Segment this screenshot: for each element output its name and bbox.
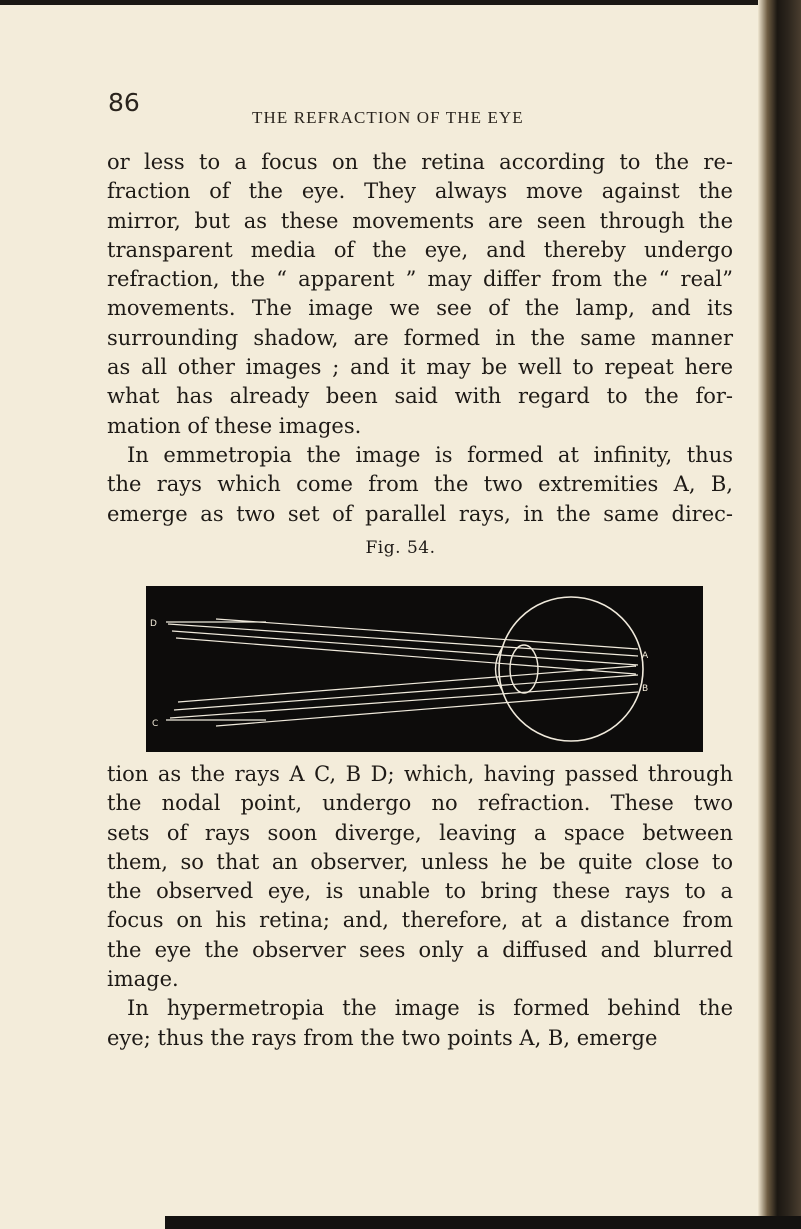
scan-bottom-edge	[165, 1216, 801, 1229]
text-line: as all other images ; and it may be well to repeat here	[107, 355, 733, 380]
figure-54-eye-diagram	[146, 586, 703, 752]
text-line: In hypermetropia the image is formed behind the	[127, 996, 733, 1021]
text-line: them, so that an observer, unless he be quite close to	[107, 849, 733, 874]
text-line: sets of rays soon diverge, leaving a space between	[107, 820, 733, 845]
scan-top-edge	[0, 0, 801, 5]
text-line: mation of these images.	[107, 413, 362, 438]
text-line: image.	[107, 967, 179, 992]
text-line: the eye the observer sees only a diffused and blurred	[107, 937, 733, 962]
text-line: or less to a focus on the retina according to the re-	[107, 150, 733, 174]
text-line: tion as the rays A C, B D; which, having passed through	[107, 762, 733, 786]
text-line: mirror, but as these movements are seen through the	[107, 208, 733, 233]
text-line: refraction, the “ apparent ” may differ from the “ real”	[107, 267, 733, 292]
text-line: eye; thus the rays from the two points A, B, emerge	[107, 1025, 658, 1050]
text-line: what has already been said with regard to the for-	[107, 384, 733, 409]
text-line: the rays which come from the two extremities A, B,	[107, 472, 733, 497]
text-line: surrounding shadow, are formed in the same manner	[107, 325, 733, 350]
label-a: A	[642, 651, 649, 661]
text-block-lower	[107, 760, 733, 1053]
text-line: fraction of the eye. They always move against the	[107, 179, 733, 204]
running-head: THE REFRACTION OF THE EYE	[252, 108, 524, 127]
text-line: In emmetropia the image is formed at infinity, thus	[127, 442, 733, 467]
text-block-upper	[107, 148, 733, 529]
text-line: the observed eye, is unable to bring these rays to a	[107, 879, 733, 904]
book-spine-edge	[758, 0, 801, 1229]
text-line: the nodal point, undergo no refraction. These two	[107, 791, 733, 816]
text-line: emerge as two set of parallel rays, in the same direc-	[107, 501, 733, 526]
page-number: 86	[108, 88, 140, 117]
figure-54-svg	[146, 586, 703, 752]
label-c: C	[152, 719, 159, 729]
label-d: D	[150, 619, 157, 629]
label-b: B	[642, 684, 649, 694]
figure-background	[146, 586, 703, 752]
text-line: focus on his retina; and, therefore, at a distance from	[107, 908, 733, 933]
text-line: movements. The image we see of the lamp, and its	[107, 296, 733, 321]
text-line: transparent media of the eye, and thereby undergo	[107, 237, 733, 262]
figure-caption: Fig. 54.	[365, 538, 436, 558]
